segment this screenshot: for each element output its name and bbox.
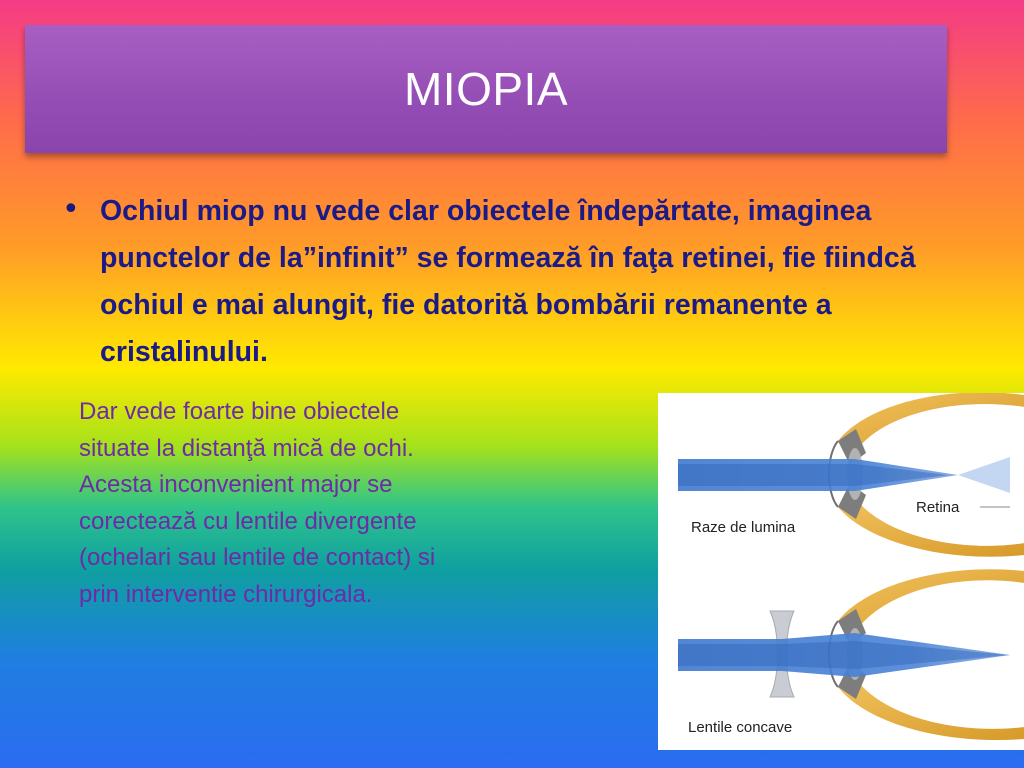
eye-diagram-svg	[658, 393, 1024, 750]
bottom-eye-wall	[838, 569, 1024, 631]
bottom-eye-wall-lower	[838, 679, 1024, 740]
bullet-text: Ochiul miop nu vede clar obiectele îndepărtate, imaginea punctelor de la”infinit” se formează în faţa retinei, fie fiindcă ochiul e mai alungit, fie datorită bombării remanente a cristalinului.	[100, 195, 916, 368]
slide-title: MIOPIA	[403, 63, 569, 115]
top-eye	[678, 393, 1024, 557]
label-concave-lens: Lentile concave	[688, 719, 793, 736]
bullet-marker: •	[62, 192, 80, 227]
label-retina: Retina	[916, 499, 960, 516]
secondary-paragraph: Dar vede foarte bine obiectele situate la distanţă mică de ochi. Acesta inconvenient major se corectează cu lentile divergente (ochelari sau lentile de contact) si prin interventie chirurgicala.	[79, 398, 436, 608]
bottom-eye	[678, 569, 1024, 740]
title-bar	[25, 25, 947, 153]
myopia-eye-diagram	[658, 393, 1024, 750]
bullet-point	[62, 188, 942, 376]
label-light-rays: Raze de lumina	[691, 519, 796, 536]
